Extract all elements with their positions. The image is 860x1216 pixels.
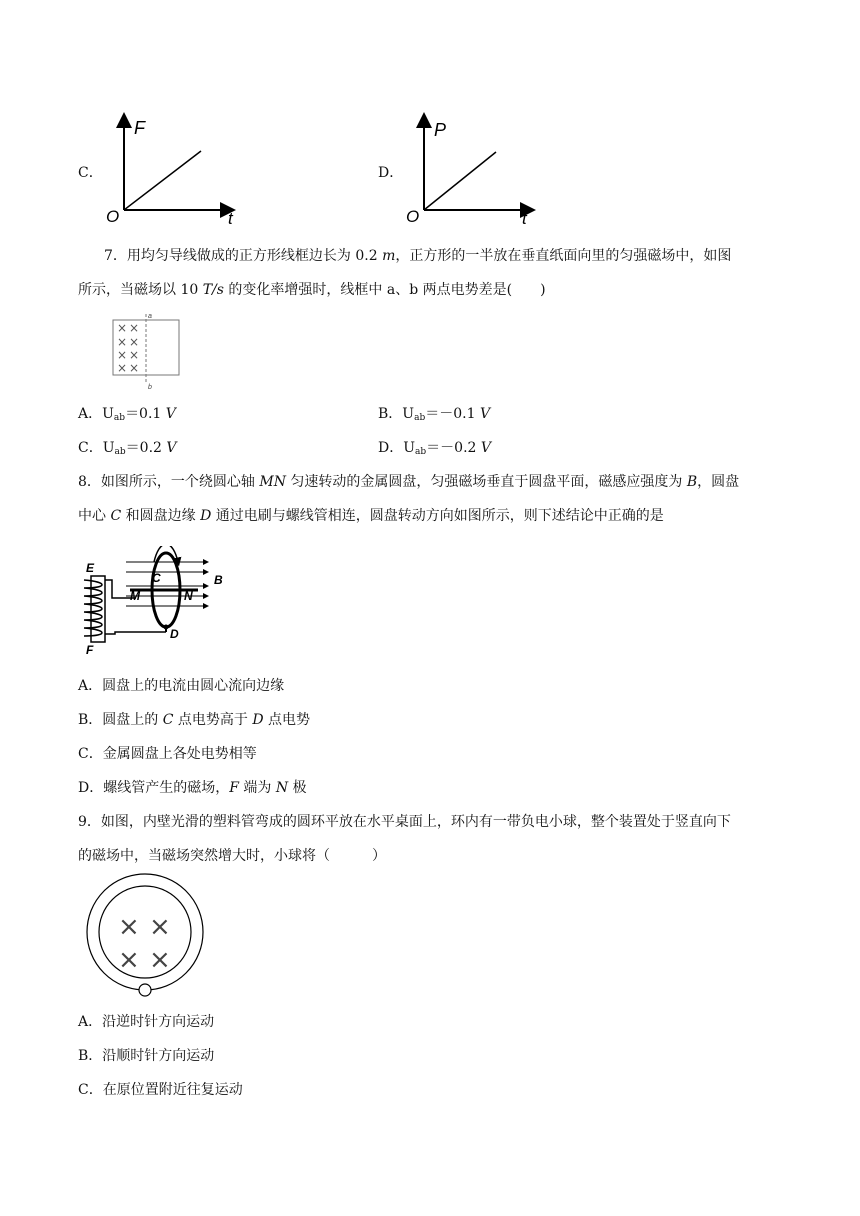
inner-ring — [99, 886, 191, 978]
x-axis-label: t — [522, 209, 527, 228]
q6-graph-c — [100, 110, 260, 230]
label-m: M — [130, 589, 140, 603]
q9-option-c: C．在原位置附近往复运动 — [78, 1082, 243, 1098]
charged-ball — [139, 984, 151, 996]
svg-text:×: × — [129, 348, 140, 362]
q7-text-line1: 7．用均匀导线做成的正方形线框边长为 0.2 m，正方形的一半放在垂直纸面向里的匀强磁场中，如图 — [104, 248, 732, 264]
q8-option-b: B．圆盘上的 C 点电势高于 D 点电势 — [78, 712, 311, 728]
label-c: C — [152, 571, 161, 585]
svg-text:×: × — [129, 335, 140, 349]
q7-option-a: A．$U_{ab}=0.1$ V — [78, 406, 176, 423]
origin-label: O — [406, 207, 420, 226]
q9-option-b: B．沿顺时针方向运动 — [78, 1048, 215, 1064]
q6-option-d-label: D． — [378, 165, 404, 181]
x-axis-label: t — [228, 209, 233, 228]
svg-text:×: × — [117, 335, 128, 349]
svg-text:×: × — [117, 321, 128, 335]
q8-option-c: C．金属圆盘上各处电势相等 — [78, 746, 257, 762]
q8-figure — [80, 546, 240, 658]
outer-ring — [87, 874, 203, 990]
q7-option-c: C．$U_{ab}=0.2$ V — [78, 440, 177, 457]
field-cross: × — [149, 912, 171, 942]
solenoid-coil — [84, 580, 102, 636]
q8-text-line2: 中心 C 和圆盘边缘 D 通过电刷与螺线管相连，圆盘转动方向如图所示，则下述结论中正确的是 — [78, 508, 664, 524]
q7-option-d: D．$U_{ab}=-0.2$ V — [378, 440, 492, 457]
f-t-line — [124, 151, 201, 210]
field-cross: × — [149, 945, 171, 975]
wire-bottom — [105, 632, 166, 634]
q8-option-d: D．螺线管产生的磁场，F 端为 N 极 — [78, 780, 307, 796]
label-b: B — [214, 573, 223, 587]
field-cross: × — [118, 945, 140, 975]
q9-option-a: A．沿逆时针方向运动 — [78, 1014, 215, 1030]
q9-text-line1: 9．如图，内壁光滑的塑料管弯成的圆环平放在水平桌面上，环内有一带负电小球，整个装置处于竖直向下 — [78, 814, 731, 830]
label-a: a — [148, 313, 152, 320]
q7-figure — [108, 310, 188, 392]
label-d: D — [170, 627, 179, 641]
origin-label: O — [106, 207, 120, 226]
q7-option-b: B．$U_{ab}=-0.1$ V — [378, 406, 491, 423]
q8-text-line1: 8．如图所示，一个绕圆心轴 MN 匀速转动的金属圆盘，匀强磁场垂直于圆盘平面，磁感应强度为 B，圆盘 — [78, 474, 740, 490]
solenoid-core — [91, 576, 105, 642]
label-b: b — [148, 384, 152, 391]
q9-figure — [80, 868, 220, 1002]
svg-text:×: × — [129, 361, 140, 375]
brush-d — [164, 625, 169, 630]
y-axis-label: F — [134, 118, 145, 138]
q9-text-line2: 的磁场中，当磁场突然增大时，小球将（ ） — [78, 848, 386, 864]
svg-text:×: × — [117, 361, 128, 375]
svg-text:×: × — [129, 321, 140, 335]
svg-text:×: × — [117, 348, 128, 362]
field-cross: × — [118, 912, 140, 942]
q6-graph-d — [400, 110, 560, 230]
q8-option-a: A．圆盘上的电流由圆心流向边缘 — [78, 678, 285, 694]
q7-text-line2: 所示，当磁场以 10 T/s 的变化率增强时，线框中 a、b 两点电势差是( ) — [78, 282, 546, 298]
label-f: F — [86, 643, 94, 657]
y-axis-label: P — [434, 120, 447, 140]
p-t-line — [424, 152, 496, 210]
q6-option-c-label: C． — [78, 165, 103, 181]
label-e: E — [86, 561, 95, 575]
label-n: N — [184, 589, 193, 603]
